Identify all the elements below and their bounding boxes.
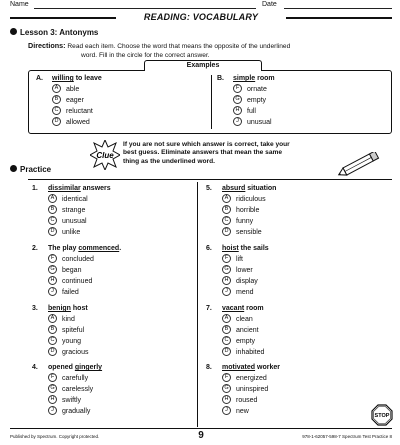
answer-bubble[interactable]: H [222, 395, 231, 404]
clue-starburst-icon [90, 140, 120, 170]
question-phrase [222, 364, 280, 371]
date-label: Date [262, 1, 277, 8]
stop-sign-icon [371, 404, 393, 426]
answer-bubble[interactable]: A [48, 314, 57, 323]
practice-label: Practice [20, 165, 52, 174]
answer-text: concluded [62, 256, 94, 263]
underlined-word: willing [52, 75, 74, 82]
question-phrase [48, 364, 102, 371]
question-phrase [52, 75, 102, 82]
answer-bubble[interactable]: G [48, 384, 57, 393]
question-stem [206, 183, 376, 194]
answer-option [217, 95, 387, 106]
phrase-suffix: room [255, 75, 275, 82]
answer-option [206, 406, 376, 417]
answer-bubble[interactable]: B [52, 95, 61, 104]
answer-text: full [247, 108, 256, 115]
answer-option [32, 254, 202, 265]
answer-option [206, 325, 376, 336]
answer-text: unlike [62, 229, 81, 236]
question-phrase [222, 245, 269, 252]
answer-text: unusual [62, 218, 87, 225]
lesson-heading [10, 28, 98, 37]
answer-bubble[interactable]: C [48, 216, 57, 225]
answer-bubble[interactable]: G [222, 384, 231, 393]
question-stem [217, 73, 387, 84]
question-number: B. [217, 75, 224, 82]
question-number: 8. [206, 364, 212, 371]
answer-bubble[interactable]: J [233, 117, 242, 126]
question-item [206, 243, 376, 298]
answer-bubble[interactable]: B [222, 325, 231, 334]
answer-option [206, 314, 376, 325]
question-phrase [48, 185, 111, 192]
answer-option [36, 84, 206, 95]
answer-option [206, 384, 376, 395]
answer-option [217, 106, 387, 117]
question-stem [36, 73, 206, 84]
answer-bubble[interactable]: H [233, 106, 242, 115]
answer-text: failed [62, 289, 79, 296]
answer-text: display [236, 278, 258, 285]
directions-label: Directions: [28, 41, 66, 50]
question-stem [32, 303, 202, 314]
pencil-icon [335, 152, 383, 176]
answer-option [206, 287, 376, 298]
answer-bubble[interactable]: J [222, 406, 231, 415]
answer-bubble[interactable]: C [48, 336, 57, 345]
answer-option [206, 227, 376, 238]
answer-option [32, 194, 202, 205]
phrase-suffix: room [244, 305, 264, 312]
phrase-suffix: answers [80, 185, 111, 192]
answer-bubble[interactable]: D [52, 117, 61, 126]
answer-option [206, 205, 376, 216]
clue-line2: best guess. Eliminate answers that mean the same [123, 149, 283, 157]
answer-text: uninspired [236, 386, 269, 393]
answer-bubble[interactable]: B [48, 325, 57, 334]
answer-option [206, 373, 376, 384]
answer-bubble[interactable]: J [222, 287, 231, 296]
bullet-icon [10, 165, 17, 172]
answer-text: strange [62, 207, 86, 214]
answer-option [32, 395, 202, 406]
practice-rule [28, 179, 392, 180]
underlined-word: vacant [222, 305, 245, 312]
practice-heading [10, 165, 51, 174]
underlined-word: hoist [222, 245, 239, 252]
name-date-row [10, 1, 392, 11]
answer-option [206, 347, 376, 358]
page-title: READING: VOCABULARY [143, 12, 259, 22]
answer-option [206, 265, 376, 276]
answer-bubble[interactable]: J [48, 406, 57, 415]
answer-bubble[interactable]: F [233, 84, 242, 93]
lesson-title: Lesson 3: Antonyms [20, 28, 99, 37]
answer-text: funny [236, 218, 254, 225]
answer-text: ridiculous [236, 196, 266, 203]
answer-text: able [66, 86, 80, 93]
answer-text: unusual [247, 119, 272, 126]
question-item [206, 183, 376, 238]
answer-option [36, 106, 206, 117]
phrase-suffix: host [70, 305, 88, 312]
question-number: 6. [206, 245, 212, 252]
question-item [36, 73, 206, 128]
phrase-suffix: . [119, 245, 122, 252]
answer-option [206, 395, 376, 406]
answer-bubble[interactable]: C [222, 336, 231, 345]
answer-option [32, 373, 202, 384]
question-stem [206, 362, 376, 373]
stop-label: STOP [374, 413, 390, 420]
answer-text: allowed [66, 119, 90, 126]
question-number: 3. [32, 305, 38, 312]
answer-bubble[interactable]: H [48, 276, 57, 285]
answer-bubble[interactable]: B [222, 205, 231, 214]
answer-text: energized [236, 375, 267, 382]
clue-badge-label: Clue [96, 151, 114, 160]
answer-option [206, 194, 376, 205]
answer-bubble[interactable]: B [48, 205, 57, 214]
answer-bubble[interactable]: A [48, 194, 57, 203]
underlined-word: dissimilar [48, 185, 81, 192]
answer-bubble[interactable]: F [222, 254, 231, 263]
answer-text: mend [236, 289, 254, 296]
answer-text: continued [62, 278, 93, 285]
answer-bubble[interactable]: G [233, 95, 242, 104]
answer-text: carefully [62, 375, 89, 382]
answer-text: sensible [236, 229, 262, 236]
question-stem [32, 362, 202, 373]
answer-text: spiteful [62, 327, 85, 334]
question-number: A. [36, 75, 43, 82]
question-phrase [48, 245, 121, 252]
examples-heading: Examples [144, 60, 262, 71]
answer-option [206, 336, 376, 347]
question-phrase [222, 185, 276, 192]
answer-bubble[interactable]: J [48, 287, 57, 296]
question-item [32, 303, 202, 358]
question-stem [32, 183, 202, 194]
phrase-prefix: opened [48, 364, 75, 371]
answer-text: empty [236, 338, 256, 345]
answer-bubble[interactable]: A [222, 314, 231, 323]
footer-isbn: 978-1-62057-598-7 Spectrum Test Practice 8 [302, 434, 392, 439]
answer-option [206, 276, 376, 287]
underlined-word: motivated [222, 364, 256, 371]
directions-line1: Read each item. Choose the word that means the opposite of the underlined [67, 43, 291, 50]
answer-text: ornate [247, 86, 267, 93]
answer-option [32, 325, 202, 336]
question-number: 5. [206, 185, 212, 192]
phrase-suffix: the sails [238, 245, 269, 252]
underlined-word: gingerly [74, 364, 103, 371]
answer-text: clean [236, 316, 253, 323]
question-stem [32, 243, 202, 254]
answer-text: reluctant [66, 108, 93, 115]
answer-option [206, 216, 376, 227]
answer-text: swiftly [62, 397, 82, 404]
question-stem [206, 243, 376, 254]
clue-line1: If you are not sure which answer is correct, take your [123, 141, 290, 148]
answer-bubble[interactable]: H [48, 395, 57, 404]
answer-option [36, 117, 206, 128]
question-item [32, 183, 202, 238]
answer-option [32, 265, 202, 276]
bullet-icon [10, 28, 17, 35]
title-rule-right [286, 17, 392, 19]
question-number: 4. [32, 364, 38, 371]
answer-bubble[interactable]: F [48, 254, 57, 263]
answer-text: new [236, 408, 249, 415]
answer-bubble[interactable]: D [48, 227, 57, 236]
question-item [32, 362, 202, 417]
question-number: 7. [206, 305, 212, 312]
question-item [32, 243, 202, 298]
directions-line2: word. Fill in the circle for the correct answer. [81, 52, 210, 59]
answer-option [32, 406, 202, 417]
question-item [206, 303, 376, 358]
answer-text: roused [236, 397, 258, 404]
answer-option [32, 287, 202, 298]
answer-text: carelessly [62, 386, 94, 393]
answer-bubble[interactable]: G [48, 265, 57, 274]
clue-text [123, 141, 333, 166]
answer-bubble[interactable]: F [48, 373, 57, 382]
phrase-suffix: to leave [73, 75, 102, 82]
answer-text: horrible [236, 207, 260, 214]
answer-option [32, 314, 202, 325]
answer-bubble[interactable]: C [52, 106, 61, 115]
answer-bubble[interactable]: D [222, 347, 231, 356]
answer-text: gradually [62, 408, 91, 415]
footer-copyright: Published by Spectrum. Copyright protected. [10, 434, 100, 439]
directions [28, 41, 390, 60]
answer-bubble[interactable]: D [222, 227, 231, 236]
question-phrase [233, 75, 275, 82]
answer-option [32, 216, 202, 227]
answer-bubble[interactable]: C [222, 216, 231, 225]
name-line[interactable] [34, 8, 256, 9]
answer-text: began [62, 267, 82, 274]
answer-text: ancient [236, 327, 259, 334]
answer-bubble[interactable]: H [222, 276, 231, 285]
answer-option [32, 227, 202, 238]
phrase-prefix: The play [48, 245, 79, 252]
page-number: 9 [198, 430, 204, 441]
answer-text: lower [236, 267, 253, 274]
underlined-word: benign [48, 305, 71, 312]
date-line[interactable] [284, 8, 392, 9]
answer-text: identical [62, 196, 88, 203]
answer-text: empty [247, 97, 267, 104]
answer-bubble[interactable]: F [222, 373, 231, 382]
answer-text: lift [236, 256, 243, 263]
answer-text: kind [62, 316, 75, 323]
clue-line3: thing as the underlined word. [123, 157, 215, 165]
answer-option [32, 276, 202, 287]
underlined-word: simple [233, 75, 256, 82]
question-stem [206, 303, 376, 314]
examples-divider [211, 75, 212, 129]
answer-option [32, 347, 202, 358]
title-bar [10, 12, 392, 24]
question-number: 1. [32, 185, 38, 192]
phrase-suffix: worker [255, 364, 280, 371]
underlined-word: commenced [78, 245, 120, 252]
answer-option [206, 254, 376, 265]
footer [10, 428, 392, 444]
answer-text: inhabited [236, 349, 265, 356]
phrase-suffix: situation [245, 185, 277, 192]
answer-bubble[interactable]: A [222, 194, 231, 203]
answer-option [32, 384, 202, 395]
name-label: Name [10, 1, 29, 8]
question-phrase [222, 305, 264, 312]
answer-text: gracious [62, 349, 89, 356]
answer-option [32, 336, 202, 347]
underlined-word: absurd [222, 185, 246, 192]
answer-bubble[interactable]: G [222, 265, 231, 274]
answer-bubble[interactable]: D [48, 347, 57, 356]
answer-option [32, 205, 202, 216]
answer-option [217, 117, 387, 128]
answer-text: young [62, 338, 82, 345]
question-phrase [48, 305, 88, 312]
answer-option [217, 84, 387, 95]
answer-option [36, 95, 206, 106]
answer-text: eager [66, 97, 84, 104]
question-item [206, 362, 376, 417]
question-item [217, 73, 387, 128]
answer-bubble[interactable]: A [52, 84, 61, 93]
question-number: 2. [32, 245, 38, 252]
